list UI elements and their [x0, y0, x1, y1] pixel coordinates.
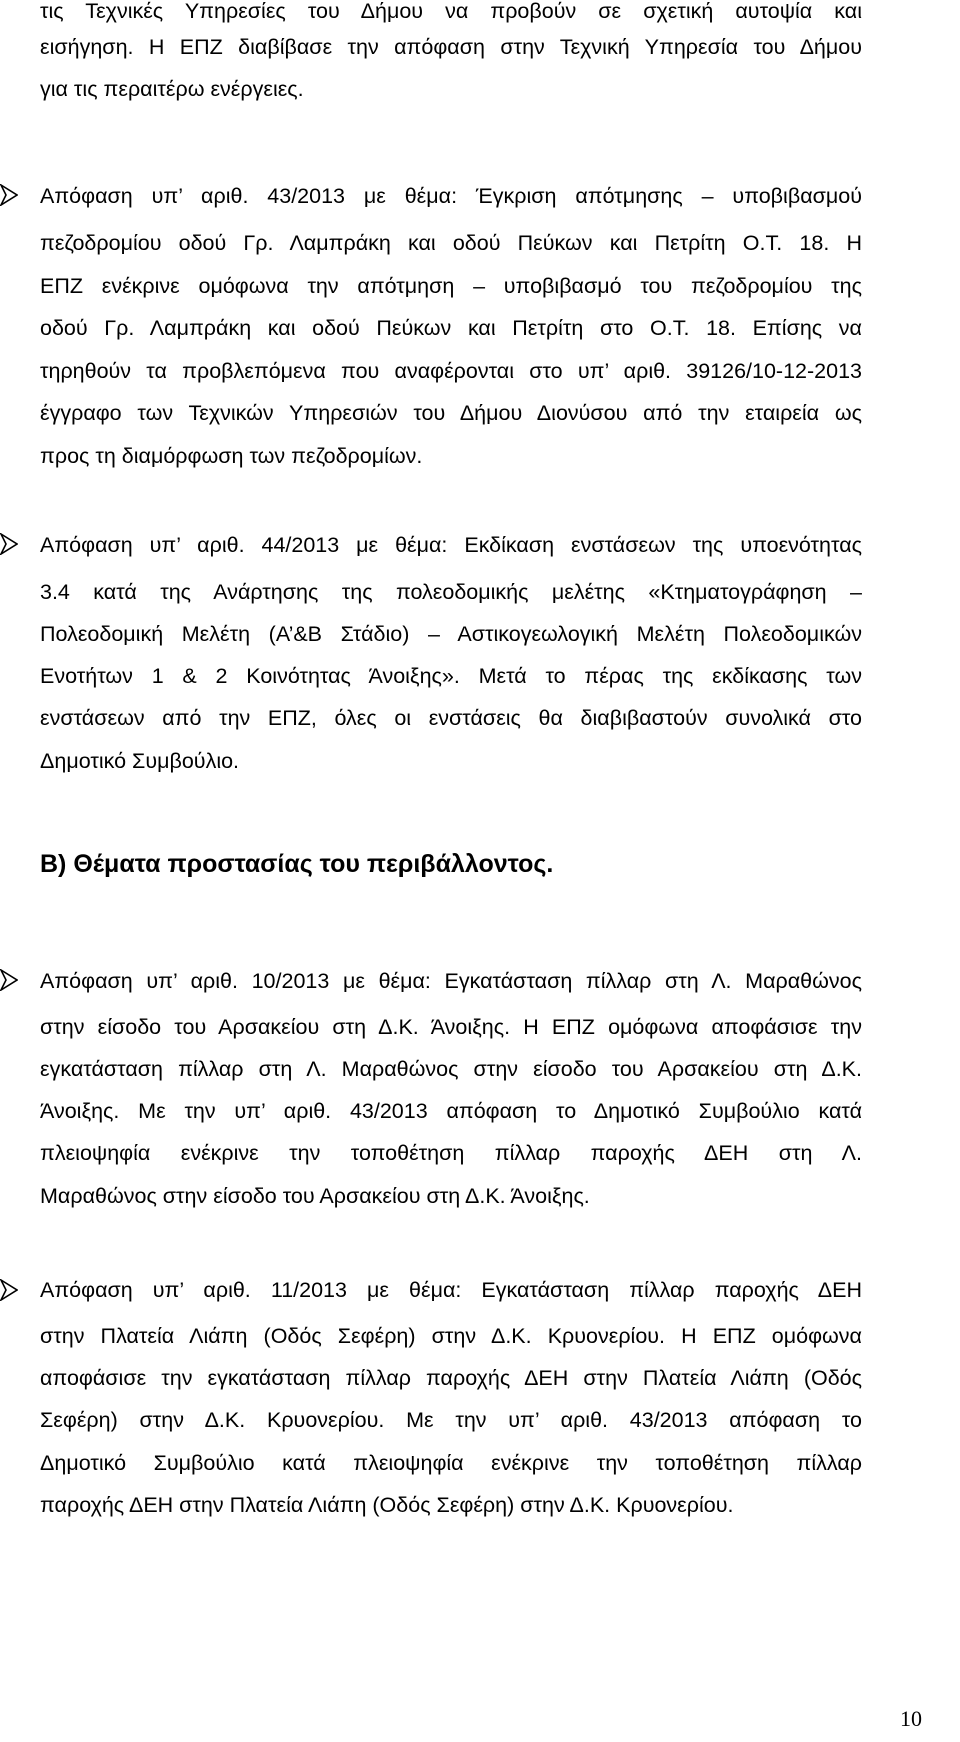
section-heading: Β) Θέματα προστασίας του περιβάλλοντος.	[40, 850, 554, 878]
page-number: 10	[900, 1706, 922, 1731]
item-line: 3.4 κατά της Ανάρτησης της πολεοδομικής μελέτης «Κτηματογράφηση –	[40, 580, 862, 604]
item-line: τηρηθούν τα προβλεπόμενα που αναφέρονται στο υπ’ αριθ. 39126/10-12-2013	[40, 359, 862, 383]
item-line: πεζοδρομίου οδού Γρ. Λαμπράκη και οδού Πεύκων και Πετρίτη Ο.Τ. 18. Η	[40, 231, 862, 255]
intro-line: για τις περαιτέρω ενέργειες.	[40, 77, 304, 101]
item-line: Απόφαση υπ’ αριθ. 10/2013 με θέμα: Εγκατάσταση πίλλαρ στη Λ. Μαραθώνος	[40, 969, 862, 993]
arrow-bullet-icon	[0, 184, 18, 206]
item-line: ενστάσεων από την ΕΠΖ, όλες οι ενστάσεις θα διαβιβαστούν συνολικά στο	[40, 706, 862, 730]
arrow-bullet-icon	[0, 533, 18, 555]
intro-line: εισήγηση. Η ΕΠΖ διαβίβασε την απόφαση στην Τεχνική Υπηρεσία του Δήμου	[40, 35, 862, 59]
arrow-bullet-icon	[0, 969, 18, 991]
item-line: οδού Γρ. Λαμπράκη και οδού Πεύκων και Πετρίτη στο Ο.Τ. 18. Επίσης να	[40, 316, 862, 340]
item-line: Απόφαση υπ’ αριθ. 44/2013 με θέμα: Εκδίκαση ενστάσεων της υποενότητας	[40, 533, 862, 557]
item-line: ΕΠΖ ενέκρινε ομόφωνα την απότμηση – υποβιβασμό του πεζοδρομίου της	[40, 274, 862, 298]
item-line: Πολεοδομική Μελέτη (Α’&Β Στάδιο) – Αστικογεωλογική Μελέτη Πολεοδομικών	[40, 622, 862, 646]
item-line: στην είσοδο του Αρσακείου στη Δ.Κ. Άνοιξης. Η ΕΠΖ ομόφωνα αποφάσισε την	[40, 1015, 862, 1039]
item-line: Δημοτικό Συμβούλιο.	[40, 749, 240, 773]
item-line: εγκατάσταση πίλλαρ στη Λ. Μαραθώνος στην είσοδο του Αρσακείου στη Δ.Κ.	[40, 1057, 862, 1081]
item-line: Μαραθώνος στην είσοδο του Αρσακείου στη Δ.Κ. Άνοιξης.	[40, 1184, 590, 1208]
item-line: πλειοψηφία ενέκρινε την τοποθέτηση πίλλαρ παροχής ΔΕΗ στη Λ.	[40, 1141, 862, 1165]
item-line: έγγραφο των Τεχνικών Υπηρεσιών του Δήμου Διονύσου από την εταιρεία ως	[40, 401, 862, 425]
item-line: Απόφαση υπ’ αριθ. 11/2013 με θέμα: Εγκατάσταση πίλλαρ παροχής ΔΕΗ	[40, 1278, 862, 1302]
item-line: προς τη διαμόρφωση των πεζοδρομίων.	[40, 444, 423, 468]
item-line: παροχής ΔΕΗ στην Πλατεία Λιάπη (Οδός Σεφέρη) στην Δ.Κ. Κρυονερίου.	[40, 1493, 734, 1517]
item-line: αποφάσισε την εγκατάσταση πίλλαρ παροχής ΔΕΗ στην Πλατεία Λιάπη (Οδός	[40, 1366, 862, 1390]
arrow-bullet-icon	[0, 1279, 18, 1301]
item-line: Απόφαση υπ’ αριθ. 43/2013 με θέμα: Έγκριση απότμησης – υποβιβασμού	[40, 184, 862, 208]
intro-line: τις Τεχνικές Υπηρεσίες του Δήμου να προβούν σε σχετική αυτοψία και	[40, 0, 862, 23]
item-line: Δημοτικό Συμβούλιο κατά πλειοψηφία ενέκρινε την τοποθέτηση πίλλαρ	[40, 1451, 862, 1475]
item-line: Άνοιξης. Με την υπ’ αριθ. 43/2013 απόφαση το Δημοτικό Συμβούλιο κατά	[40, 1099, 862, 1123]
item-line: Ενοτήτων 1 & 2 Κοινότητας Άνοιξης». Μετά το πέρας της εκδίκασης των	[40, 664, 862, 688]
item-line: Σεφέρη) στην Δ.Κ. Κρυονερίου. Με την υπ’ αριθ. 43/2013 απόφαση το	[40, 1408, 862, 1432]
item-line: στην Πλατεία Λιάπη (Οδός Σεφέρη) στην Δ.Κ. Κρυονερίου. Η ΕΠΖ ομόφωνα	[40, 1324, 862, 1348]
